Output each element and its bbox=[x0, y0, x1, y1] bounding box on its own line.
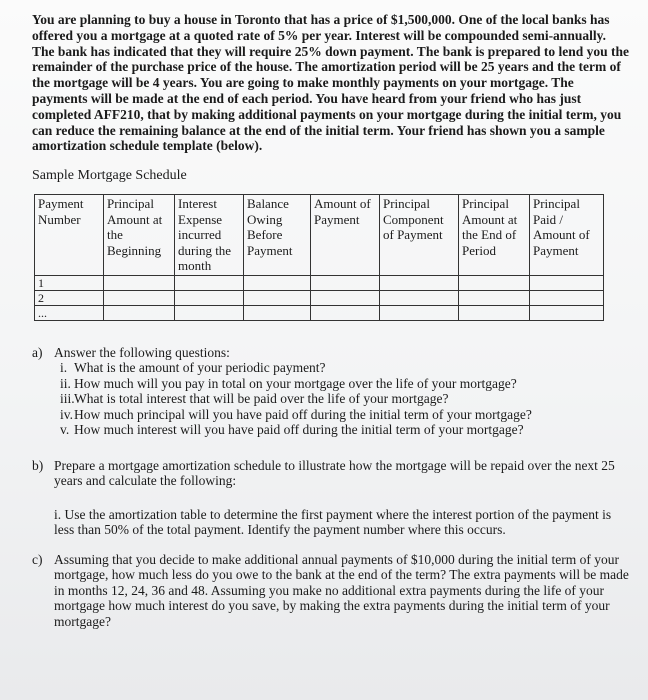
row-number: ... bbox=[35, 305, 104, 320]
part-a-prompt: Answer the following questions: bbox=[54, 344, 230, 360]
col-balance-owing: Balance Owing Before Payment bbox=[244, 195, 311, 276]
row-number: 2 bbox=[35, 290, 104, 305]
item-text: What is total interest that will be paid over the life of your mortgage? bbox=[74, 391, 449, 407]
col-principal-beginning: Principal Amount at the Beginning bbox=[104, 195, 175, 276]
part-c-text: Assuming that you decide to make additional annual payments of $10,000 during the initial term of your mortgage, how much less do you owe to the bank at the end of the term? The extra payments will be made in months 12, 24, 36 and 48. Assuming you make no additional extra payments during the life of your mortgage how much interest do you save, by making the extra payments during the initial term of your mortgage? bbox=[54, 551, 629, 629]
item-number: ii. bbox=[60, 375, 71, 391]
item-text: How much principal will you have paid off during the initial term of your mortgage? bbox=[74, 406, 532, 422]
part-c bbox=[32, 552, 630, 630]
schedule-table bbox=[34, 194, 604, 321]
part-b bbox=[32, 458, 630, 538]
list-item bbox=[54, 376, 630, 392]
table-row bbox=[35, 275, 604, 290]
table-row bbox=[35, 290, 604, 305]
problem-intro: You are planning to buy a house in Toronto that has a price of $1,500,000. One of the local banks has offered you a mortgage at a quoted rate of 5% per year. Interest will be compounded semi-annually. The bank has indicated that they will require 25% down payment. The bank is prepared to lend you the remainder of the purchase price of the house. The amortization period will be 25 years and the term of the mortgage will be 4 years. You are going to make monthly payments on your mortgage. The payments will be made at the end of each period. You have heard from your friend who has just completed AFF210, that by making additional payments on your mortgage during the initial term, you can reduce the remaining balance at the end of the initial term. Your friend has shown you a sample amortization schedule template (below). bbox=[32, 12, 629, 154]
col-principal-end: Principal Amount at the End of Period bbox=[459, 195, 530, 276]
part-b-prompt: Prepare a mortgage amortization schedule to illustrate how the mortgage will be repaid over the next 25 years and calculate the following: bbox=[54, 457, 615, 489]
col-principal-component: Principal Component of Payment bbox=[380, 195, 459, 276]
list-item bbox=[54, 407, 630, 423]
part-c-letter: c) bbox=[32, 551, 43, 567]
item-number: v. bbox=[60, 422, 70, 438]
part-b-subquestion: i. Use the amortization table to determine the first payment where the interest portion of the payment is less than 50% of the total payment. Identify the payment number where this occurs. bbox=[54, 506, 612, 538]
row-number: 1 bbox=[35, 275, 104, 290]
item-text: How much will you pay in total on your mortgage over the life of your mortgage? bbox=[74, 375, 517, 391]
item-number: iii. bbox=[60, 391, 75, 407]
col-principal-paid-ratio: Principal Paid / Amount of Payment bbox=[530, 195, 604, 276]
schedule-header-row bbox=[35, 195, 604, 276]
item-text: What is the amount of your periodic payment? bbox=[74, 360, 326, 376]
list-item bbox=[54, 391, 630, 407]
col-interest-expense: Interest Expense incurred during the month bbox=[175, 195, 244, 276]
part-a-letter: a) bbox=[32, 344, 43, 360]
questions-section bbox=[32, 345, 630, 630]
list-item bbox=[54, 422, 630, 438]
part-b-letter: b) bbox=[32, 457, 44, 473]
table-row bbox=[35, 305, 604, 320]
part-a-list bbox=[54, 360, 630, 438]
part-a bbox=[32, 345, 630, 438]
schedule-title: Sample Mortgage Schedule bbox=[32, 168, 187, 184]
col-amount-of-payment: Amount of Payment bbox=[311, 195, 380, 276]
item-number: i. bbox=[60, 360, 68, 376]
col-payment-number: Payment Number bbox=[35, 195, 104, 276]
item-number: iv. bbox=[60, 406, 73, 422]
item-text: How much interest will you have paid off during the initial term of your mortgage? bbox=[74, 422, 524, 438]
list-item bbox=[54, 360, 630, 376]
